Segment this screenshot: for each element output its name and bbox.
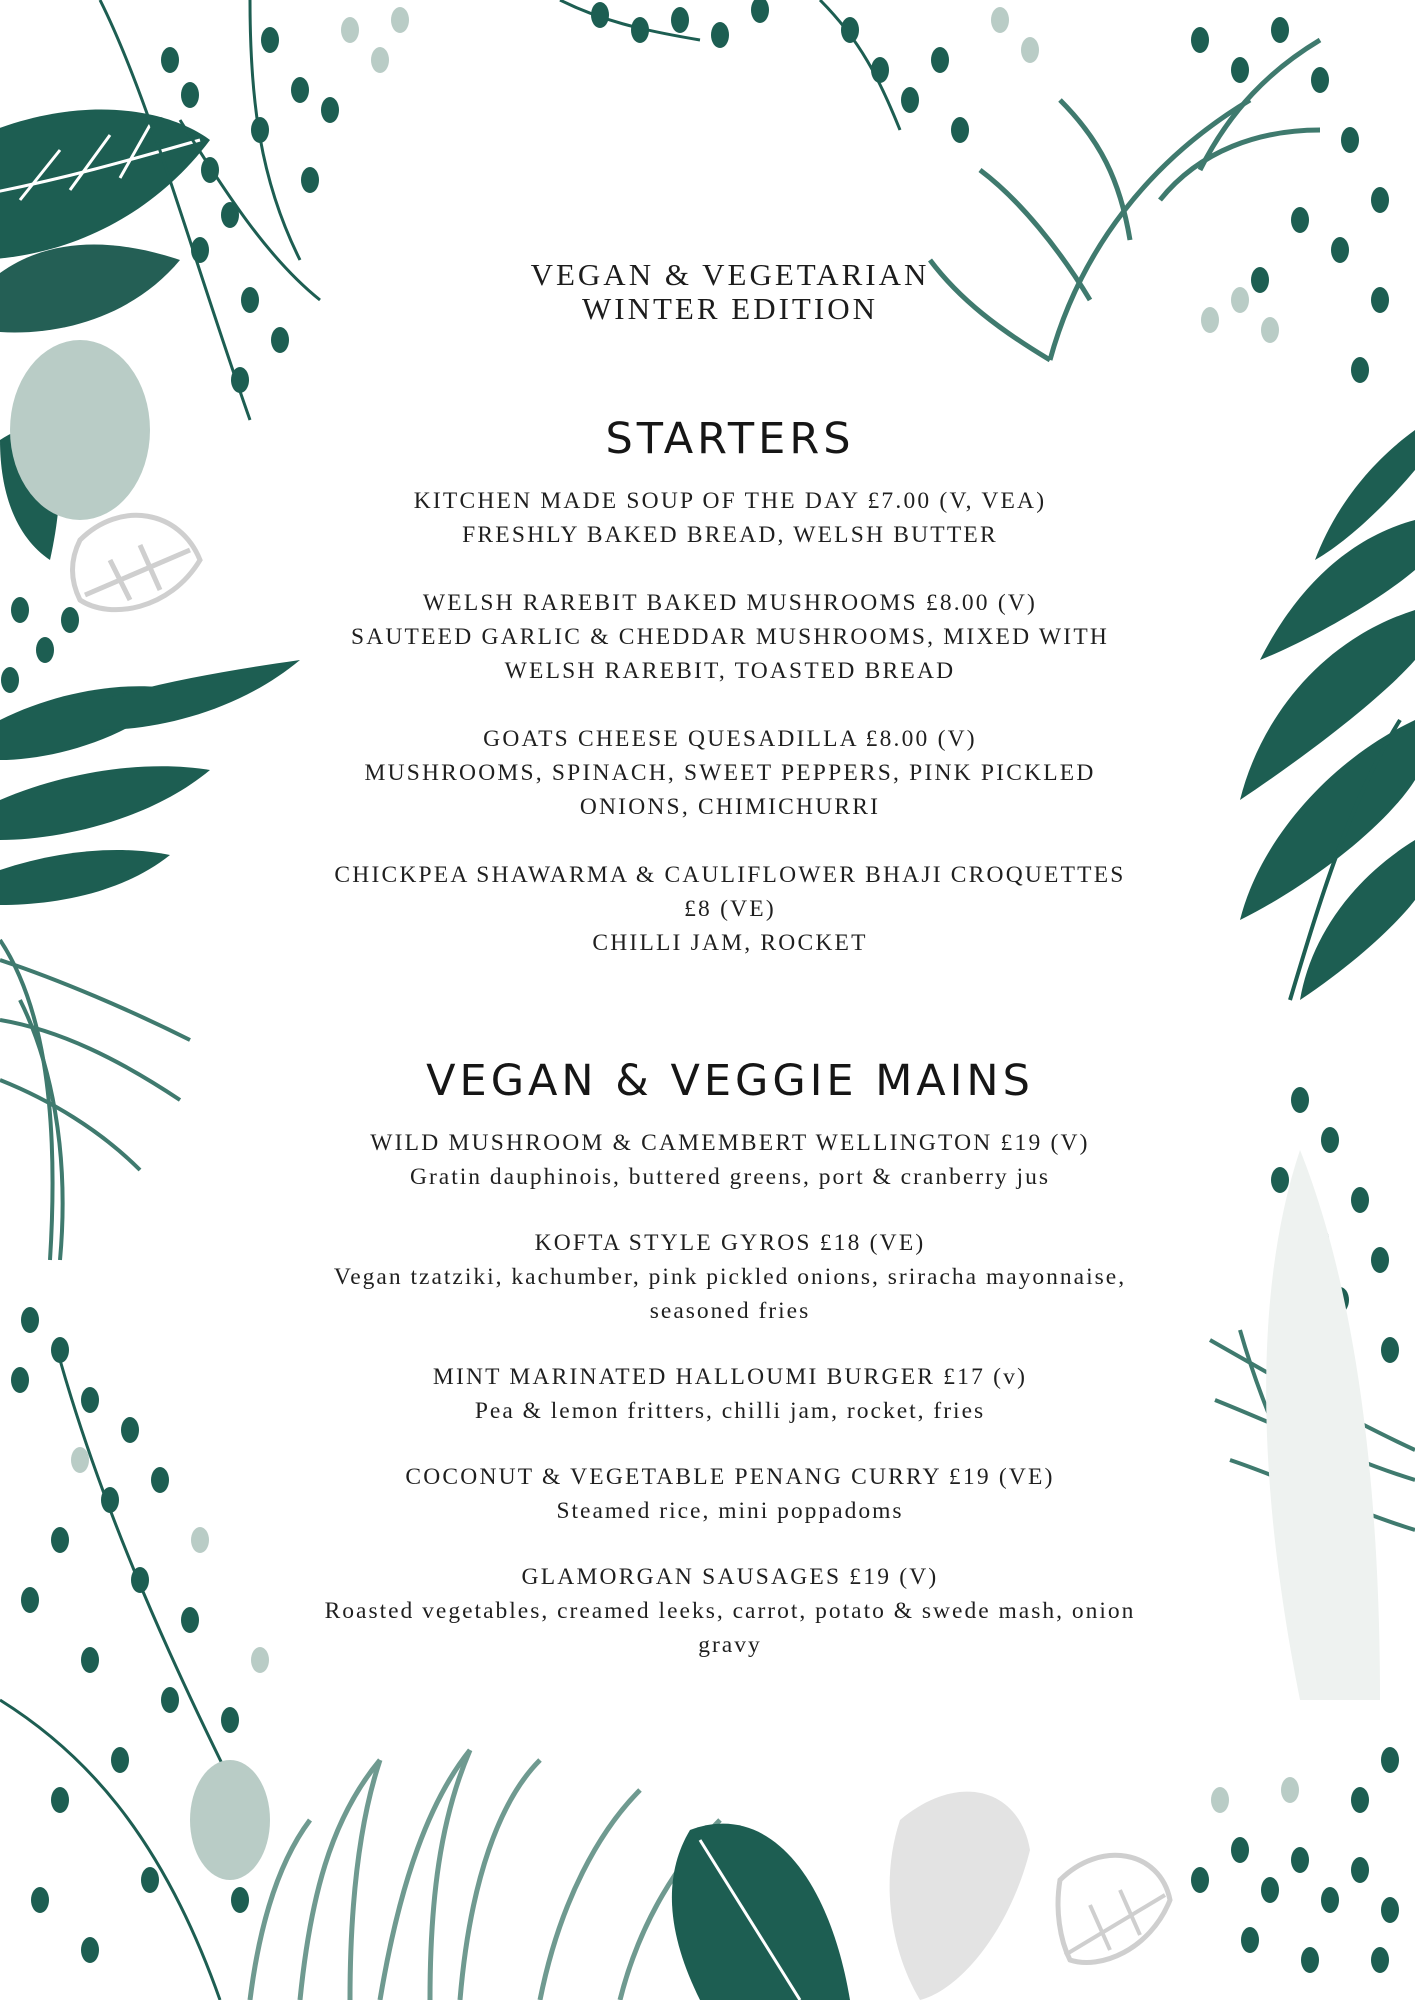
item-description: SAUTEED GARLIC & CHEDDAR MUSHROOMS, MIXED WITH [350,624,1110,650]
item-name: GLAMORGAN SAUSAGES £19 (V) [521,1564,939,1590]
menu-item [240,858,1220,960]
item-description: Pea & lemon fritters, chilli jam, rocket, fries [474,1398,986,1424]
mains-list [240,1126,1220,1694]
item-description: MUSHROOMS, SPINACH, SWEET PEPPERS, PINK PICKLED [364,760,1096,786]
menu-heading-line2: WINTER EDITION [582,291,878,326]
item-name: GOATS CHEESE QUESADILLA £8.00 (V) [483,726,977,752]
item-name: CHICKPEA SHAWARMA & CAULIFLOWER BHAJI CROQUETTES [334,862,1126,888]
item-description: WELSH RAREBIT, TOASTED BREAD [504,658,956,684]
mains-section-title: VEGAN & VEGGIE MAINS [426,1056,1034,1106]
item-description: CHILLI JAM, ROCKET [592,930,868,956]
item-name-continued: £8 (VE) [684,896,776,922]
starters-section-title: STARTERS [605,414,855,464]
bottom-left-foliage [0,1307,270,2000]
item-description: Roasted vegetables, creamed leeks, carrot, potato & swede mash, onion [324,1598,1136,1624]
item-description: Steamed rice, mini poppadoms [556,1498,904,1524]
menu-item [240,1226,1220,1328]
item-name: WELSH RAREBIT BAKED MUSHROOMS £8.00 (V) [422,590,1038,616]
menu-item [240,722,1220,824]
item-name: KITCHEN MADE SOUP OF THE DAY £7.00 (V, VEA) [413,488,1047,514]
menu-item [240,1560,1220,1662]
item-name: KOFTA STYLE GYROS £18 (VE) [534,1230,926,1256]
item-name: COCONUT & VEGETABLE PENANG CURRY £19 (VE) [405,1464,1055,1490]
menu-item [240,484,1220,552]
item-name: WILD MUSHROOM & CAMEMBERT WELLINGTON £19 (V) [370,1130,1090,1156]
item-description: FRESHLY BAKED BREAD, WELSH BUTTER [462,522,998,548]
right-foliage [1210,430,1415,1700]
item-name: MINT MARINATED HALLOUMI BURGER £17 (v) [432,1364,1028,1390]
menu-item [240,586,1220,688]
item-description: Gratin dauphinois, buttered greens, port & cranberry jus [410,1164,1050,1190]
bottom-right-foliage [1191,1747,1399,1973]
item-description: gravy [698,1632,762,1658]
item-description: seasoned fries [649,1298,811,1324]
item-description: Vegan tzatziki, kachumber, pink pickled onions, sriracha mayonnaise, [333,1264,1127,1290]
menu-card [240,0,1220,2000]
menu-heading [240,258,1220,326]
menu-heading-line1: VEGAN & VEGETARIAN [530,257,930,292]
menu-item [240,1126,1220,1194]
starters-list [240,484,1220,994]
menu-item [240,1460,1220,1528]
menu-item [240,1360,1220,1428]
item-description: ONIONS, CHIMICHURRI [579,794,881,820]
